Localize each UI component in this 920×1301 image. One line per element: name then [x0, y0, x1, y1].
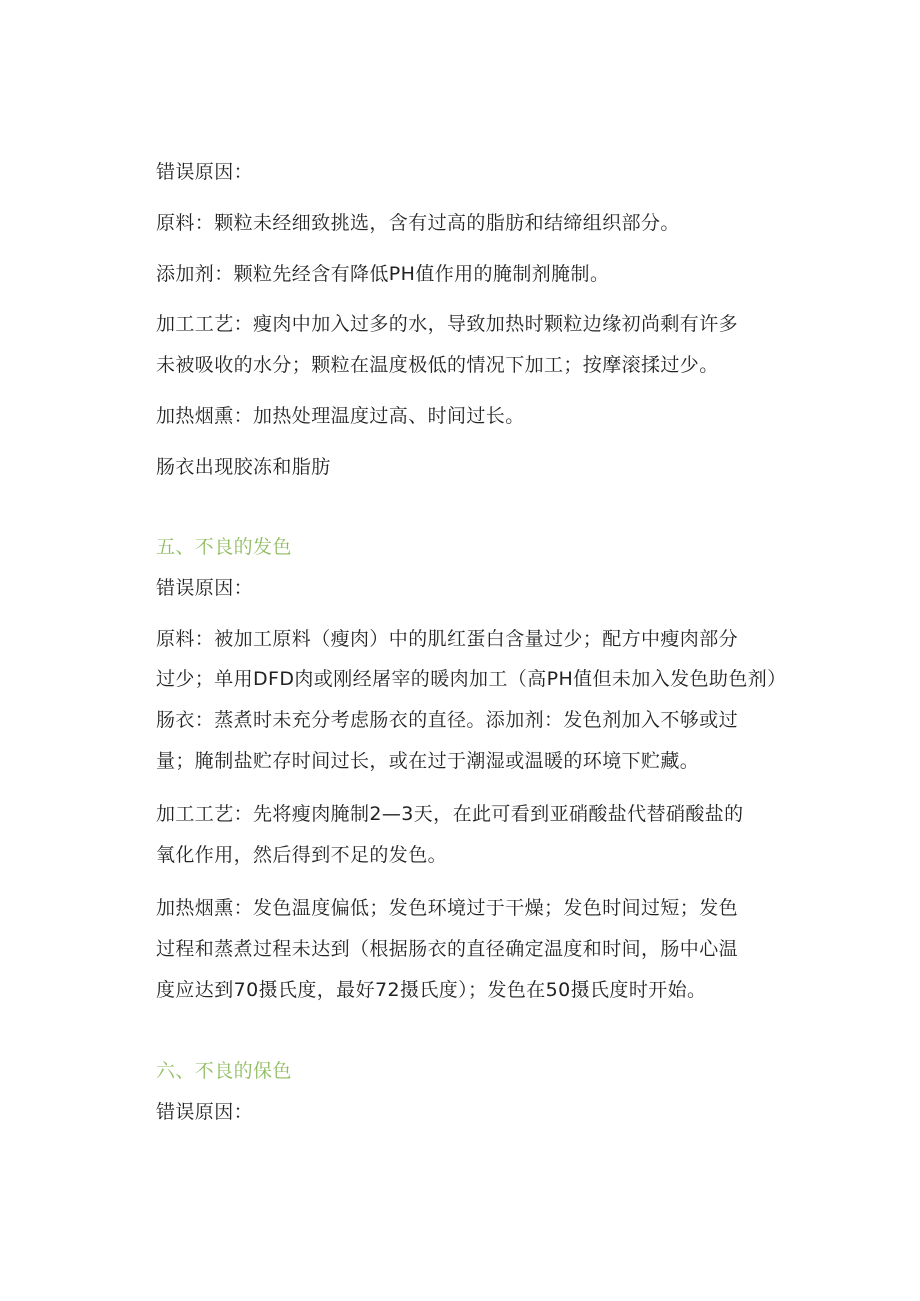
additive-paragraph: 添加剂：颗粒先经含有降低PH值作用的腌制剂腌制。 — [156, 263, 610, 285]
casing-line-1: 肠衣：蒸煮时未充分考虑肠衣的直径。添加剂：发色剂加入不够或过 — [156, 709, 739, 731]
process-paragraph-line-2: 未被吸收的水分；颗粒在温度极低的情况下加工；按摩滚揉过少。 — [156, 354, 719, 376]
heating-paragraph: 加热烟熏：加热处理温度过高、时间过长。 — [156, 405, 525, 427]
heating-line-3: 度应达到70摄氏度，最好72摄氏度）；发色在50摄氏度时开始。 — [156, 979, 707, 1001]
casing-note: 肠衣出现胶冻和脂肪 — [156, 456, 331, 478]
heating-line-1: 加热烟熏：发色温度偏低；发色环境过于干燥；发色时间过短；发色 — [156, 897, 739, 919]
raw-material-paragraph: 原料：颗粒未经细致挑选，含有过高的脂肪和结缔组织部分。 — [156, 212, 680, 234]
heating-line-2: 过程和蒸煮过程未达到（根据肠衣的直径确定温度和时间，肠中心温 — [156, 938, 739, 960]
section-heading-5: 五、不良的发色 — [156, 536, 292, 558]
errors-label: 错误原因： — [156, 1101, 254, 1123]
errors-label: 错误原因： — [156, 577, 254, 599]
raw-material-line-1: 原料：被加工原料（瘦肉）中的肌红蛋白含量过少；配方中瘦肉部分 — [156, 628, 739, 650]
process-line-2: 氧化作用，然后得到不足的发色。 — [156, 844, 448, 866]
raw-material-line-2: 过少；单用DFD肉或刚经屠宰的暖肉加工（高PH值但未加入发色助色剂） — [156, 668, 787, 690]
errors-label: 错误原因： — [156, 161, 254, 183]
section-heading-6: 六、不良的保色 — [156, 1060, 292, 1082]
casing-line-2: 量；腌制盐贮存时间过长，或在过于潮湿或温暖的环境下贮藏。 — [156, 750, 700, 772]
process-line-1: 加工工艺：先将瘦肉腌制2—3天，在此可看到亚硝酸盐代替硝酸盐的 — [156, 803, 744, 825]
process-paragraph-line-1: 加工工艺：瘦肉中加入过多的水，导致加热时颗粒边缘初尚剩有许多 — [156, 313, 739, 335]
